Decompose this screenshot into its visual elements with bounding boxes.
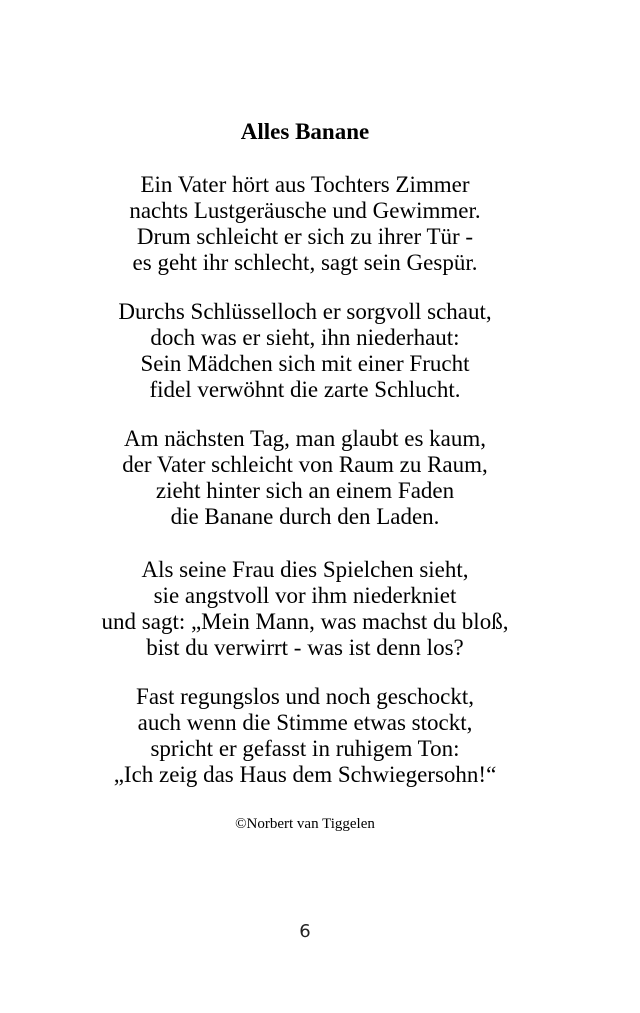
poem-line: Durchs Schlüsselloch er sorgvoll schaut,	[118, 299, 492, 324]
poem-stanza	[0, 557, 610, 661]
poem-title: Alles Banane	[240, 119, 370, 144]
poem-line: und sagt: „Mein Mann, was machst du bloß,	[101, 609, 509, 634]
poem-stanza	[0, 426, 610, 530]
poem-line: Sein Mädchen sich mit einer Frucht	[140, 351, 470, 376]
poem-line: Fast regungslos und noch geschockt,	[136, 684, 474, 709]
poem-line: der Vater schleicht von Raum zu Raum,	[122, 452, 488, 477]
poem-line: Ein Vater hört aus Tochters Zimmer	[140, 172, 470, 197]
poem-line: nachts Lustgeräusche und Gewimmer.	[129, 198, 481, 223]
poem-line: es geht ihr schlecht, sagt sein Gespür.	[132, 250, 478, 275]
poem-line: doch was er sieht, ihn niederhaut:	[150, 325, 460, 350]
poem-stanza	[0, 299, 610, 403]
page-number: 6	[299, 921, 311, 942]
poem-stanza	[0, 172, 610, 276]
poem-line: auch wenn die Stimme etwas stockt,	[137, 710, 473, 735]
poem-line: bist du verwirrt - was ist denn los?	[146, 635, 464, 660]
poem-line: sie angstvoll vor ihm niederkniet	[153, 583, 457, 608]
poem-line: fidel verwöhnt die zarte Schlucht.	[149, 377, 461, 402]
poem-line: die Banane durch den Laden.	[170, 504, 440, 529]
poem-line: spricht er gefasst in ruhigem Ton:	[150, 736, 460, 761]
poem-line: Drum schleicht er sich zu ihrer Tür -	[136, 224, 474, 249]
poem-stanza	[0, 684, 610, 788]
poem-line: Als seine Frau dies Spielchen sieht,	[141, 557, 469, 582]
copyright-notice: ©Norbert van Tiggelen	[235, 816, 375, 832]
poem-line: Am nächsten Tag, man glaubt es kaum,	[123, 426, 487, 451]
poem-line: zieht hinter sich an einem Faden	[155, 478, 455, 503]
poem-line: „Ich zeig das Haus dem Schwiegersohn!“	[113, 762, 497, 787]
